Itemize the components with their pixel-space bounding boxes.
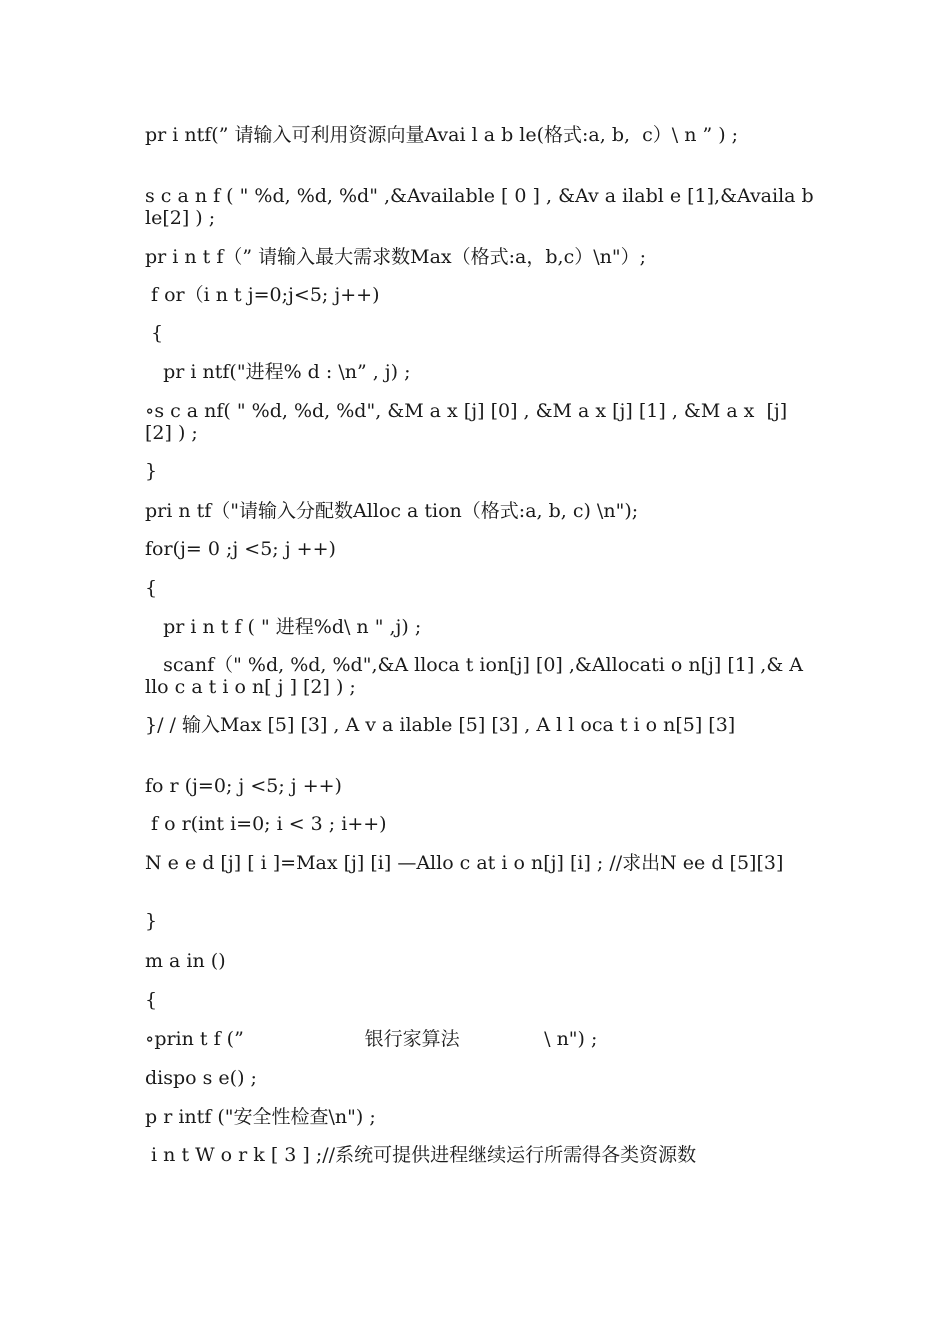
code-line-24: i n t W o r k [ 3 ] ;//系统可提供进程继续运行所需得各类资源数	[145, 1144, 697, 1166]
code-line-1: pr i ntf(” 请输入可利用资源向量Avai l a b le(格式:a, b, c）\ n ” ) ;	[145, 124, 739, 146]
code-line-21: ∘prin t f (” 银行家算法 \ n") ;	[145, 1028, 598, 1050]
code-line-19: m a in ()	[145, 950, 226, 972]
code-line-3: pr i n t f（” 请输入最大需求数Max（格式:a，b,c）\n"）;	[145, 246, 646, 268]
code-line-16: f o r(int i=0; i < 3 ; i++)	[145, 813, 387, 835]
code-line-18: }	[145, 910, 158, 932]
code-line-6: pr i ntf("进程% d : \n” , j) ;	[145, 361, 411, 383]
code-line-20: {	[145, 989, 158, 1011]
code-line-4: f or（i n t j=0;j<5; j++)	[145, 284, 380, 306]
code-line-12: pr i n t f ( " 进程%d\ n " ,j) ;	[145, 616, 422, 638]
code-line-23: p r intf ("安全性检查\n") ;	[145, 1106, 376, 1128]
code-line-7: ∘s c a nf( " %d, %d, %d", &M a x [j] [0] , &M a x [j] [1] , &M a x [j] [2] ) ;	[145, 400, 794, 444]
code-line-2: s c a n f ( " %d, %d, %d" ,&Available [ 0 ] , &Av a ilabl e [1],&Availa b le[2] ) ;	[145, 185, 820, 229]
code-line-11: {	[145, 577, 158, 599]
code-line-17: N e e d [j] [ i ]=Max [j] [i] —Allo c at i o n[j] [i] ; //求出N ee d [5][3]	[145, 852, 784, 874]
code-line-15: fo r (j=0; j <5; j ++)	[145, 775, 342, 797]
code-line-14: }/ / 输入Max [5] [3] , A v a ilable [5] [3] , A l l oca t i o n[5] [3]	[145, 714, 736, 736]
code-line-9: pri n tf（"请输入分配数Alloc a tion（格式:a, b, c) \n");	[145, 500, 639, 522]
code-line-5: {	[145, 322, 164, 344]
code-line-22: dispo s e() ;	[145, 1067, 257, 1089]
code-line-8: }	[145, 460, 158, 482]
code-line-13: scanf（" %d, %d, %d",&A lloca t ion[j] [0] ,&Allocati o n[j] [1] ,& A llo c a t i o n[ j ] [2] ) ;	[145, 654, 810, 698]
code-line-10: for(j= 0 ;j <5; j ++)	[145, 538, 336, 560]
